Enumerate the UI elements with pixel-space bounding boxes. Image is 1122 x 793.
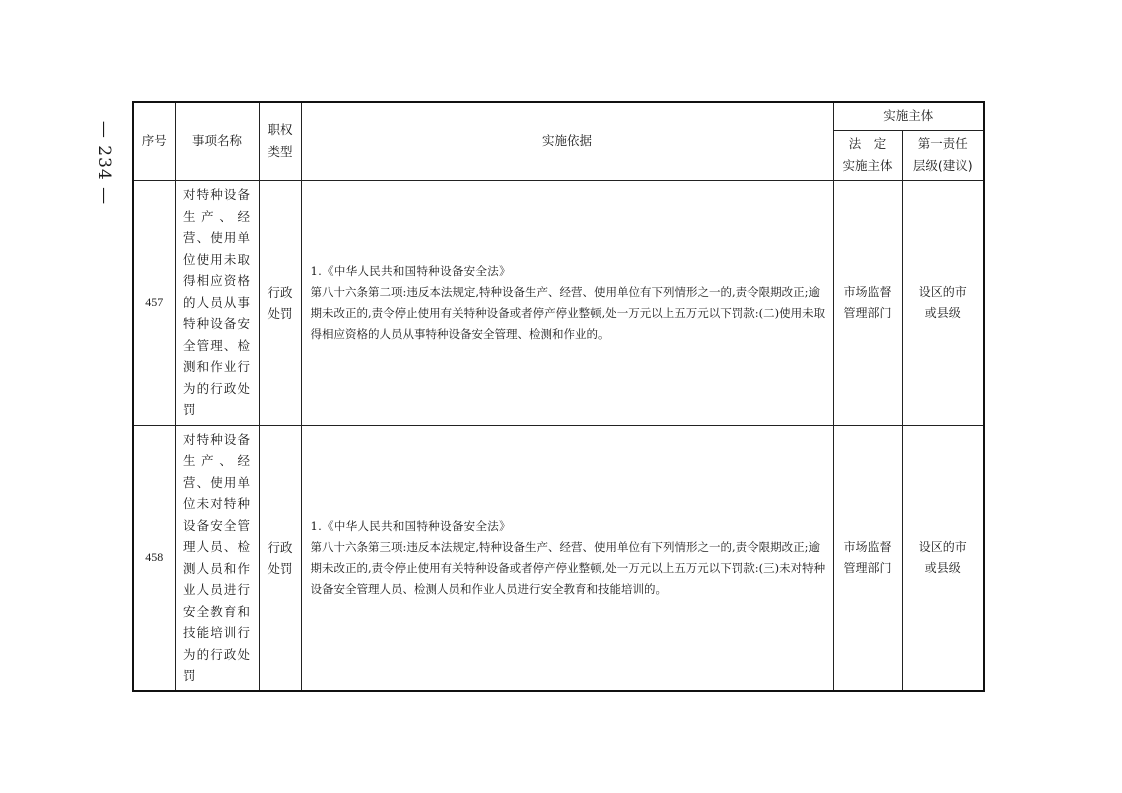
table-row [133, 425, 984, 691]
header-seq: 序号 [133, 102, 175, 180]
row-org-cell [833, 180, 902, 425]
row-type-cell [259, 425, 301, 691]
row-level: 设区的市或县级 [918, 540, 967, 575]
row-level-cell [902, 425, 984, 691]
header-basis: 实施依据 [301, 102, 833, 180]
page-number-text: — 234 — [94, 120, 115, 206]
row-org-cell [833, 425, 902, 691]
header-level-line1: 第一责任 [917, 136, 968, 151]
row-seq: 457 [133, 180, 175, 425]
row-type: 行政处罚 [267, 539, 293, 576]
row-level-cell [902, 180, 984, 425]
header-row-1 [133, 102, 984, 130]
header-name: 事项名称 [175, 102, 259, 180]
row-basis-law: 1.《中华人民共和国特种设备安全法》 [310, 263, 511, 278]
row-name-cell [175, 425, 259, 691]
header-type-line1: 职权 [267, 122, 293, 138]
row-basis-text: 第八十六条第二项:违反本法规定,特种设备生产、经营、使用单位有下列情形之一的,责令限期改正;逾期未改正的,责令停止使用有关特种设备或者停产停业整顿,处一万元以上五万元以下罚款:(二)使用未取得相应资格的人员从事特种设备安全管理、检测和作业的。 [310, 284, 826, 341]
header-legal-line2: 实施主体 [842, 158, 893, 173]
header-responsibility-level [902, 130, 984, 180]
header-level-line2: 层级(建议) [912, 158, 973, 173]
row-org: 市场监督管理部门 [843, 285, 892, 320]
row-type-cell [259, 180, 301, 425]
row-basis-law: 1.《中华人民共和国特种设备安全法》 [310, 518, 511, 533]
row-name: 对特种设备生产、经营、使用单位使用未取得相应资格的人员从事特种设备安全管理、检测和作业行为的行政处罚 [183, 187, 251, 418]
row-org: 市场监督管理部门 [843, 540, 892, 575]
row-name-cell [175, 180, 259, 425]
table-row [133, 180, 984, 425]
row-basis-text: 第八十六条第三项:违反本法规定,特种设备生产、经营、使用单位有下列情形之一的,责令限期改正;逾期未改正的,责令停止使用有关特种设备或者停产停业整顿,处一万元以上五万元以下罚款:(三)未对特种设备安全管理人员、检测人员和作业人员进行安全教育和技能培训的。 [310, 539, 826, 596]
row-name: 对特种设备生产、经营、使用单位未对特种设备安全管理人员、检测人员和作业人员进行安全教育和技能培训行为的行政处罚 [183, 431, 251, 684]
row-basis-cell [301, 425, 833, 691]
header-subject-group: 实施主体 [833, 102, 984, 130]
header-type [259, 102, 301, 180]
row-type: 行政处罚 [267, 284, 293, 321]
page-number [84, 118, 124, 208]
row-basis-cell [301, 180, 833, 425]
header-legal-line1: 法 定 [848, 136, 887, 151]
header-legal-subject [833, 130, 902, 180]
items-table [132, 101, 985, 692]
header-type-line2: 类型 [267, 144, 293, 160]
row-level: 设区的市或县级 [918, 285, 967, 320]
row-seq: 458 [133, 425, 175, 691]
